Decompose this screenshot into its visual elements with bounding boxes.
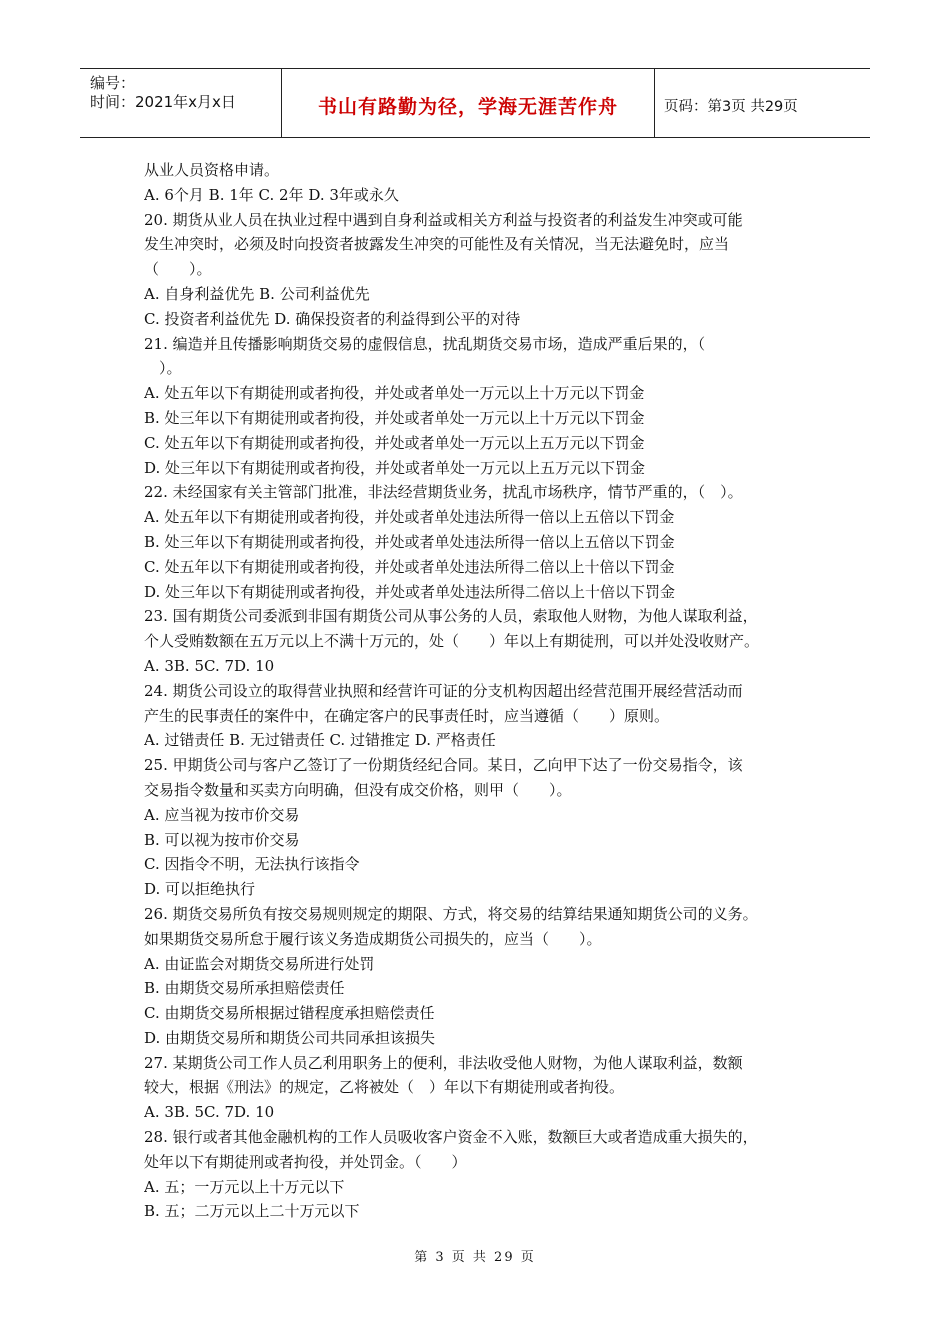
text-line: 从业人员资格申请。 (144, 161, 280, 179)
text-line: C. 处五年以下有期徒刑或者拘役，并处或者单处违法所得二倍以上十倍以下罚金 (144, 557, 675, 576)
text-line: B. 处三年以下有期徒刑或者拘役，并处或者单处一万元以上十万元以下罚金 (144, 408, 645, 427)
text-line: ）。 (144, 359, 182, 378)
text-line: D. 处三年以下有期徒刑或者拘役，并处或者单处违法所得二倍以上十倍以下罚金 (144, 582, 676, 601)
text-line: 交易指令数量和买卖方向明确，但没有成交价格，则甲（ ）。 (144, 780, 572, 799)
text-line: （ ）。 (144, 260, 212, 279)
document-header (80, 68, 870, 138)
text-line: C. 处五年以下有期徒刑或者拘役，并处或者单处一万元以上五万元以下罚金 (144, 433, 645, 452)
text-line: 较大，根据《刑法》的规定，乙将被处（ ）年以下有期徒刑或者拘役。 (144, 1078, 625, 1097)
text-line: C. 投资者利益优先 D. 确保投资者的利益得到公平的对待 (144, 309, 521, 328)
text-line: D. 由期货交易所和期货公司共同承担该损失 (144, 1028, 436, 1047)
text-line: 25. 甲期货公司与客户乙签订了一份期货经纪合同。某日，乙向甲下达了一份交易指令，该 (144, 756, 743, 775)
text-line: 产生的民事责任的案件中，在确定客户的民事责任时，应当遵循（ ）原则。 (144, 706, 670, 725)
text-line: 20. 期货从业人员在执业过程中遇到自身利益或相关方利益与投资者的利益发生冲突或可能 (144, 210, 743, 229)
text-line: 24. 期货公司设立的取得营业执照和经营许可证的分支机构因超出经营范围开展经营活动而 (144, 681, 743, 700)
text-line: 个人受贿数额在五万元以上不满十万元的，处（ ）年以上有期徒刑，可以并处没收财产。 (144, 632, 760, 651)
header-page-info: 页码：第3页 共29页 (664, 99, 798, 115)
text-line: 处年以下有期徒刑或者拘役，并处罚金。（ ） (144, 1152, 467, 1171)
text-line: 28. 银行或者其他金融机构的工作人员吸收客户资金不入账，数额巨大或者造成重大损失的， (144, 1128, 758, 1147)
text-line: 发生冲突时，必须及时向投资者披露发生冲突的可能性及有关情况，当无法避免时，应当 (144, 235, 730, 254)
text-line: A. 3B. 5C. 7D. 10 (144, 1103, 275, 1122)
text-line: 如果期货交易所怠于履行该义务造成期货公司损失的，应当（ ）。 (144, 929, 602, 948)
serial-number-label: 编号： (90, 74, 136, 92)
text-line: A. 自身利益优先 B. 公司利益优先 (144, 284, 370, 303)
text-line: A. 处五年以下有期徒刑或者拘役，并处或者单处一万元以上十万元以下罚金 (144, 384, 645, 403)
text-line: 22. 未经国家有关主管部门批准，非法经营期货业务，扰乱市场秩序，情节严重的，（ ）。 (144, 483, 743, 502)
text-line: A. 应当视为按市价交易 (144, 805, 300, 824)
text-line: 21. 编造并且传播影响期货交易的虚假信息，扰乱期货交易市场，造成严重后果的，（ (144, 334, 706, 353)
text-line: D. 处三年以下有期徒刑或者拘役，并处或者单处一万元以上五万元以下罚金 (144, 458, 646, 477)
text-line: C. 由期货交易所根据过错程度承担赔偿责任 (144, 1004, 435, 1023)
text-line: B. 可以视为按市价交易 (144, 830, 300, 849)
text-line: A. 3B. 5C. 7D. 10 (144, 656, 275, 675)
header-info-cell (80, 69, 280, 137)
page-footer: 第 3 页 共 29 页 (414, 1250, 536, 1265)
text-line: A. 过错责任 B. 无过错责任 C. 过错推定 D. 严格责任 (144, 731, 496, 750)
document-body (144, 158, 824, 1224)
text-line: B. 由期货交易所承担赔偿责任 (144, 979, 345, 998)
text-line: B. 五；二万元以上二十万元以下 (144, 1202, 360, 1221)
header-page-cell (654, 69, 870, 137)
header-motto-cell (281, 69, 655, 137)
motto-text: 书山有路勤为径，学海无涯苦作舟 (317, 96, 618, 118)
text-line: 23. 国有期货公司委派到非国有期货公司从事公务的人员，索取他人财物，为他人谋取利益， (144, 607, 758, 626)
text-line: A. 6个月 B. 1年 C. 2年 D. 3年或永久 (144, 185, 399, 204)
text-line: A. 由证监会对期货交易所进行处罚 (144, 954, 375, 973)
text-line: D. 可以拒绝执行 (144, 880, 256, 899)
text-line: C. 因指令不明，无法执行该指令 (144, 855, 360, 874)
text-line: A. 处五年以下有期徒刑或者拘役，并处或者单处违法所得一倍以上五倍以下罚金 (144, 508, 675, 527)
text-line: A. 五；一万元以上十万元以下 (144, 1177, 345, 1196)
text-line: 27. 某期货公司工作人员乙利用职务上的便利，非法收受他人财物，为他人谋取利益，数额 (144, 1053, 743, 1072)
text-line: B. 处三年以下有期徒刑或者拘役，并处或者单处违法所得一倍以上五倍以下罚金 (144, 532, 675, 551)
time-label: 时间：2021年x月x日 (90, 93, 236, 111)
text-line: 26. 期货交易所负有按交易规则规定的期限、方式，将交易的结算结果通知期货公司的义务。 (144, 904, 758, 923)
